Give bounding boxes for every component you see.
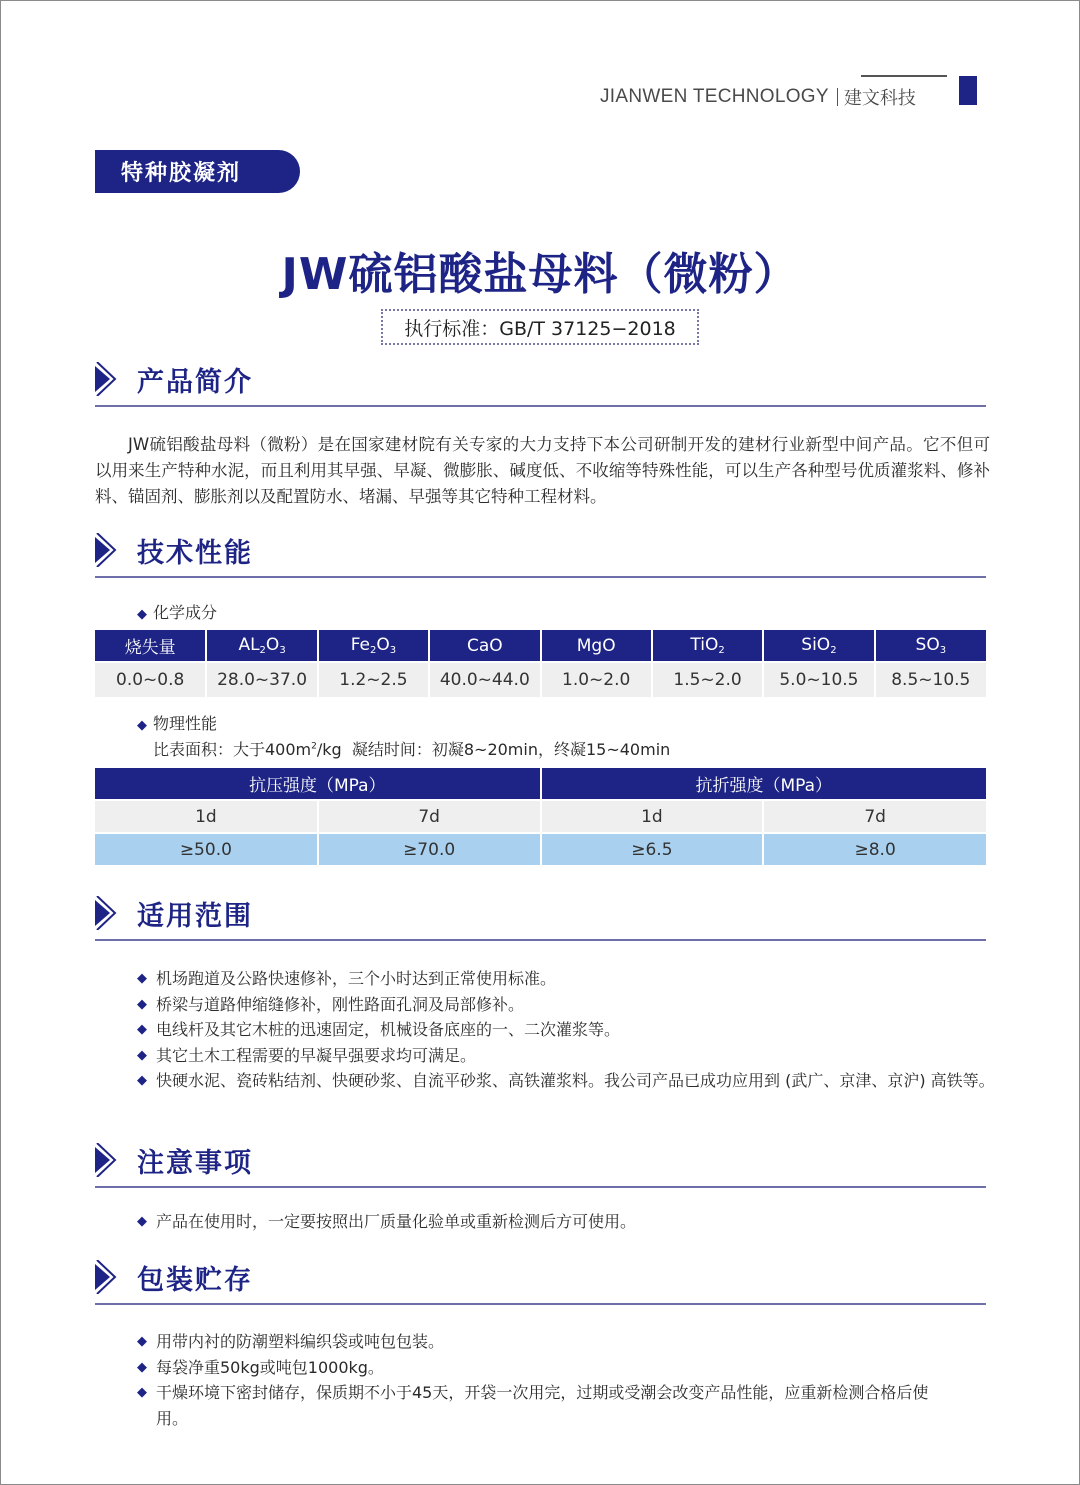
section-divider xyxy=(95,939,986,941)
table-cell: ≥6.5 xyxy=(541,833,764,865)
table-header-cell: TiO$_2$ xyxy=(652,630,763,662)
section-title-storage: 包装贮存 xyxy=(137,1265,253,1296)
diamond-bullet-icon: ◆ xyxy=(137,1047,147,1063)
list-item: ◆ 桥梁与道路伸缩缝修补，刚性路面孔洞及局部修补。 xyxy=(137,992,1027,1018)
table-cell: 0.0~0.8 xyxy=(95,662,206,697)
table-header-cell: CaO xyxy=(429,630,540,662)
diamond-bullet-icon: ◆ xyxy=(137,971,147,986)
table-row xyxy=(95,800,986,833)
table-cell: 8.5~10.5 xyxy=(875,662,986,697)
table-cell: 40.0~44.0 xyxy=(429,662,540,697)
storage-list xyxy=(137,1329,957,1431)
diamond-bullet-icon: ◆ xyxy=(137,1385,147,1400)
section-header-storage xyxy=(95,1256,986,1312)
product-title: JW硫铝酸盐母料（微粉） xyxy=(281,249,799,300)
brand-separator xyxy=(837,88,838,106)
table-cell: 1d xyxy=(95,800,318,833)
diamond-bullet-icon: ◆ xyxy=(137,996,147,1012)
notes-list xyxy=(137,1209,987,1235)
list-item: ◆ 用带内衬的防潮塑料编织袋或吨包包装。 xyxy=(137,1329,957,1355)
list-item: ◆ 每袋净重50kg或吨包1000kg。 xyxy=(137,1355,957,1381)
standard-text: 执行标准：GB/T 37125−2018 xyxy=(404,317,676,340)
table-cell: 7d xyxy=(318,800,541,833)
chem-label-text: 化学成分 xyxy=(153,603,218,622)
section-header-intro xyxy=(95,358,986,414)
section-header-tech xyxy=(95,529,986,585)
table-cell: 5.0~10.5 xyxy=(763,662,874,697)
chevron-right-icon xyxy=(95,362,121,396)
table-header-cell: 烧失量 xyxy=(95,630,206,662)
section-title-tech: 技术性能 xyxy=(137,538,253,569)
table-header-cell: 抗折强度（MPa） xyxy=(541,768,987,800)
list-item: ◆ 其它土木工程需要的早凝早强要求均可满足。 xyxy=(137,1043,1027,1069)
section-divider xyxy=(95,1186,986,1188)
table-header-row xyxy=(95,630,986,662)
table-cell: ≥8.0 xyxy=(763,833,986,865)
brand-color-block xyxy=(959,76,977,105)
chevron-right-icon xyxy=(95,896,121,930)
table-cell: 28.0~37.0 xyxy=(206,662,317,697)
list-item: ◆ 产品在使用时，一定要按照出厂质量化验单或重新检测后方可使用。 xyxy=(137,1209,987,1235)
diamond-bullet-icon: ◆ xyxy=(137,607,147,622)
table-row xyxy=(95,662,986,697)
section-title-intro: 产品简介 xyxy=(137,367,253,398)
table-row xyxy=(95,833,986,865)
table-header-cell: 抗压强度（MPa） xyxy=(95,768,541,800)
brand-name-cn: 建文科技 xyxy=(843,88,916,109)
section-divider xyxy=(95,576,986,578)
chevron-right-icon xyxy=(95,1260,121,1294)
brand-name-en: JIANWEN TECHNOLOGY xyxy=(600,86,829,107)
diamond-bullet-icon: ◆ xyxy=(137,1073,147,1088)
diamond-bullet-icon: ◆ xyxy=(137,1334,147,1349)
table-header-cell: SiO$_2$ xyxy=(763,630,874,662)
chevron-right-icon xyxy=(95,1143,121,1177)
chevron-right-icon xyxy=(95,533,121,567)
list-item: ◆ 快硬水泥、瓷砖粘结剂、快硬砂浆、自流平砂浆、高铁灌浆料。我公司产品已成功应用到 (武广、京津、京沪) 高铁等。 xyxy=(137,1068,1027,1094)
table-cell: 1.0~2.0 xyxy=(541,662,652,697)
table-cell: 7d xyxy=(763,800,986,833)
list-item: ◆ 机场跑道及公路快速修补，三个小时达到正常使用标准。 xyxy=(137,966,1027,992)
phys-label-text: 物理性能 xyxy=(153,714,218,733)
section-divider xyxy=(95,405,986,407)
diamond-bullet-icon: ◆ xyxy=(137,1022,147,1037)
list-item: ◆ 电线杆及其它木桩的迅速固定，机械设备底座的一、二次灌浆等。 xyxy=(137,1017,1027,1043)
list-item: ◆ 干燥环境下密封储存，保质期不小于45天，开袋一次用完，过期或受潮会改变产品性能，应重新检测合格后使用。 xyxy=(137,1380,957,1431)
phys-label xyxy=(137,711,217,734)
section-header-scope xyxy=(95,892,986,948)
section-title-scope: 适用范围 xyxy=(137,901,253,932)
table-header-cell: $SO_3$ xyxy=(875,630,986,662)
phys-spec-line: 比表面积：大于$400m^2/kg$ 凝结时间：初凝8~20min，终凝15~40min xyxy=(153,740,671,759)
table-header-row xyxy=(95,768,986,800)
scope-list xyxy=(137,966,1027,1094)
chem-label xyxy=(137,600,217,623)
intro-paragraph: JW硫铝酸盐母料（微粉）是在国家建材院有关专家的大力支持下本公司研制开发的建材行业新型中间产品。它不但可以用来生产特种水泥，而且利用其早强、早凝、微膨胀、碱度低、不收缩等特殊性能，可以生产各种型号优质灌浆料、修补料、锚固剂、膨胀剂以及配置防水、堵漏、早强等其它特种工程材料。 xyxy=(95,435,990,506)
table-header-cell: $Fe_2O_3$ xyxy=(318,630,429,662)
table-cell: 1.5~2.0 xyxy=(652,662,763,697)
table-header-cell: MgO xyxy=(541,630,652,662)
brand-header xyxy=(600,84,916,110)
table-header-cell: $AL_2O_3$ xyxy=(206,630,317,662)
table-cell: ≥70.0 xyxy=(318,833,541,865)
diamond-bullet-icon: ◆ xyxy=(137,1214,147,1229)
category-tag: 特种胶凝剂 xyxy=(95,150,300,193)
table-cell: 1d xyxy=(541,800,764,833)
section-divider xyxy=(95,1303,986,1305)
standard-box xyxy=(381,309,699,345)
chemical-composition-table xyxy=(95,630,986,697)
section-header-notes xyxy=(95,1139,986,1195)
brand-top-line xyxy=(861,75,947,77)
diamond-bullet-icon: ◆ xyxy=(137,1359,147,1375)
diamond-bullet-icon: ◆ xyxy=(137,718,147,733)
table-cell: ≥50.0 xyxy=(95,833,318,865)
physical-strength-table xyxy=(95,768,986,865)
section-title-notes: 注意事项 xyxy=(137,1148,253,1179)
table-cell: 1.2~2.5 xyxy=(318,662,429,697)
